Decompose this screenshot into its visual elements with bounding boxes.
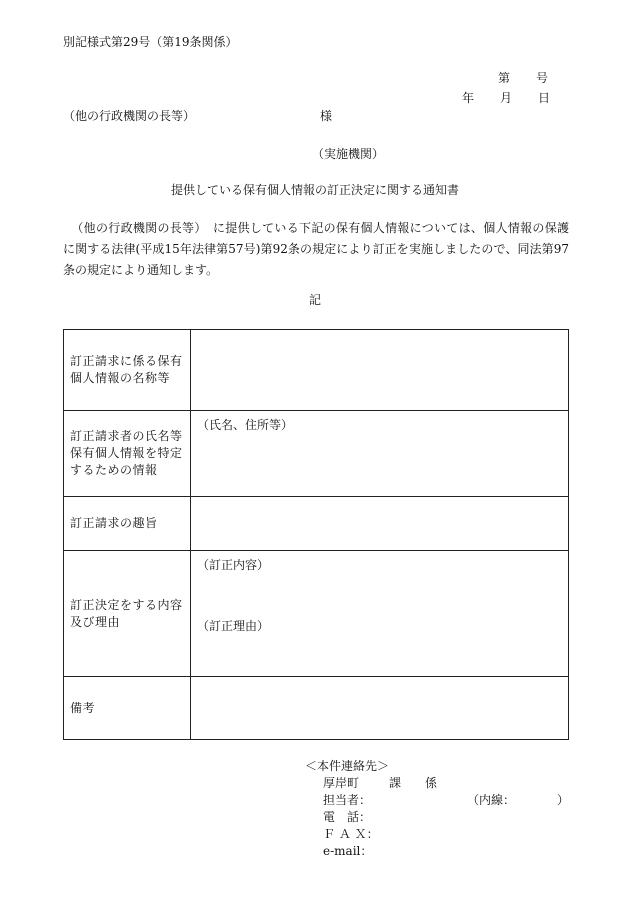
correction-reason: （訂正理由）	[197, 619, 270, 633]
issuer: （実施機関）	[312, 147, 385, 161]
contact-person	[305, 792, 569, 809]
row-value-remarks	[191, 677, 569, 740]
dept-kakari: 係	[425, 776, 438, 790]
form-number-label: 別記様式第29号（第19条関係）	[63, 35, 238, 49]
document-number	[498, 70, 548, 86]
table-row	[64, 330, 569, 411]
table-row	[64, 497, 569, 551]
row-value-info-name	[191, 330, 569, 411]
date-month: 月	[500, 91, 513, 105]
details-table	[63, 329, 569, 740]
recipient: （他の行政機関の長等）	[63, 109, 196, 123]
document-date	[462, 90, 550, 106]
row-value-decision	[191, 551, 569, 677]
ki-heading: 記	[308, 293, 321, 307]
contact-email: e-mail：	[323, 844, 373, 858]
row-label-info-name: 訂正請求に係る保有個人情報の名称等	[64, 330, 191, 411]
extension-field: （内線： ）	[467, 793, 570, 807]
contact-department	[305, 775, 569, 792]
correction-content: （訂正内容）	[197, 558, 270, 572]
person-label: 担当者：	[323, 793, 372, 807]
row-label-remarks: 備考	[64, 677, 191, 740]
document-title: 提供している保有個人情報の訂正決定に関する通知書	[170, 183, 459, 197]
contact-fax: Ｆ Ａ Ｘ：	[323, 827, 379, 841]
contact-phone: 電 話：	[323, 810, 372, 824]
contact-heading: ＜本件連絡先＞	[305, 759, 390, 773]
dept-ka: 課	[389, 776, 402, 790]
contact-block	[305, 758, 569, 860]
table-row	[64, 551, 569, 677]
date-day: 日	[538, 91, 551, 105]
dept-town: 厚岸町	[323, 776, 360, 790]
row-label-decision: 訂正決定をする内容及び理由	[64, 551, 191, 677]
date-year: 年	[462, 91, 475, 105]
table-row	[64, 411, 569, 497]
table-row	[64, 677, 569, 740]
row-value-requester: （氏名、住所等）	[191, 411, 569, 497]
notice-body: （他の行政機関の長等） に提供している下記の保有個人情報については、個人情報の保護に関する法律(平成15年法律第57号)第92条の規定により訂正を実施しましたので、同法第97条の規定により通知します。	[63, 221, 569, 277]
row-value-purpose	[191, 497, 569, 551]
honorific: 様	[320, 109, 333, 123]
number-prefix: 第	[498, 71, 511, 85]
row-label-requester: 訂正請求者の氏名等保有個人情報を特定するための情報	[64, 411, 191, 497]
number-suffix: 号	[536, 71, 549, 85]
row-label-purpose: 訂正請求の趣旨	[64, 497, 191, 551]
